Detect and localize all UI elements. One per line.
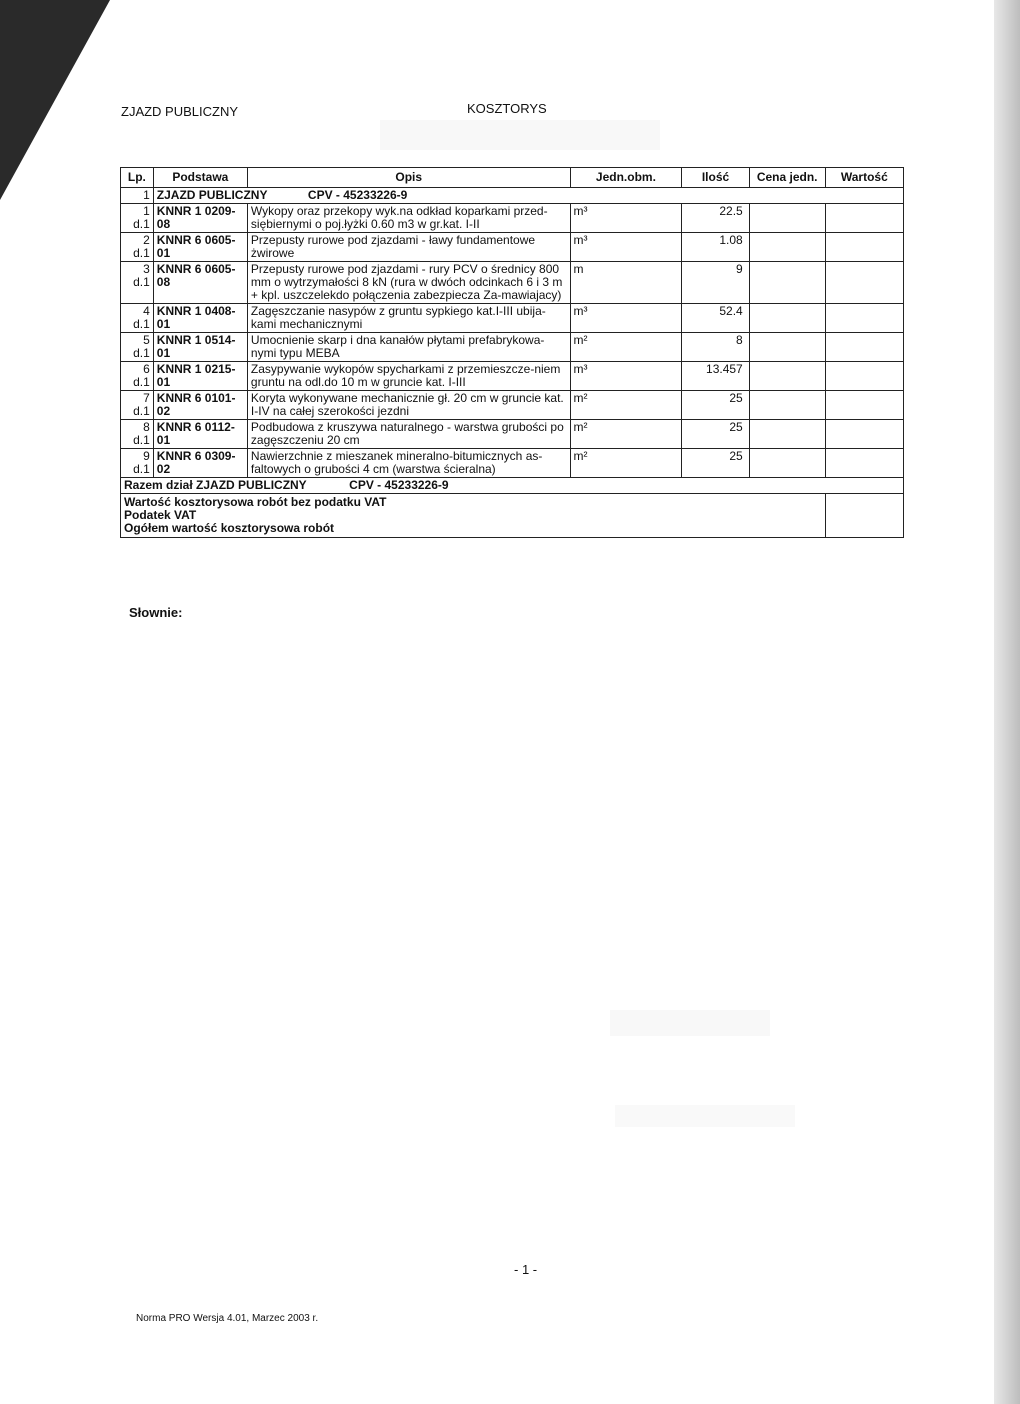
row-lp-number: 4 bbox=[143, 304, 150, 318]
row-podstawa-sub: 01 bbox=[156, 317, 171, 331]
row-lp bbox=[121, 262, 154, 304]
row-lp bbox=[121, 449, 154, 478]
row-lp bbox=[121, 420, 154, 449]
row-cena bbox=[749, 362, 825, 391]
row-podstawa bbox=[153, 233, 247, 262]
row-lp bbox=[121, 304, 154, 333]
row-cena bbox=[749, 391, 825, 420]
row-ilosc: 25 bbox=[682, 420, 749, 449]
row-lp-sub: d.1 bbox=[133, 462, 150, 476]
row-podstawa-code: KNNR 1 0408- bbox=[156, 304, 236, 318]
table-row bbox=[121, 362, 904, 391]
row-podstawa-sub: 01 bbox=[156, 246, 171, 260]
table-row bbox=[121, 304, 904, 333]
row-ilosc: 22.5 bbox=[682, 204, 749, 233]
show-through-ghost bbox=[380, 120, 660, 150]
row-podstawa-sub: 08 bbox=[156, 217, 171, 231]
row-jedn: m bbox=[570, 262, 682, 304]
row-cena bbox=[749, 333, 825, 362]
row-ilosc: 1.08 bbox=[682, 233, 749, 262]
row-lp bbox=[121, 333, 154, 362]
row-podstawa-code: KNNR 6 0112- bbox=[156, 420, 235, 434]
row-opis: Wykopy oraz przekopy wyk.na odkład koparkami przed-siębiernymi o poj.łyżki 0.60 m3 w gr.kat. I-II bbox=[247, 204, 570, 233]
row-jedn: m³ bbox=[570, 362, 682, 391]
row-opis: Nawierzchnie z mieszanek mineralno-bitumicznych as-faltowych o grubości 4 cm (warstwa ścieralna) bbox=[247, 449, 570, 478]
row-cena bbox=[749, 449, 825, 478]
row-lp-number: 5 bbox=[143, 333, 150, 347]
row-podstawa bbox=[153, 304, 247, 333]
col-lp: Lp. bbox=[121, 168, 154, 188]
row-lp-sub: d.1 bbox=[133, 275, 150, 289]
table-row bbox=[121, 333, 904, 362]
row-wartosc bbox=[825, 362, 903, 391]
table-row bbox=[121, 204, 904, 233]
row-lp bbox=[121, 204, 154, 233]
col-cena: Cena jedn. bbox=[749, 168, 825, 188]
row-wartosc bbox=[825, 333, 903, 362]
row-wartosc bbox=[825, 204, 903, 233]
row-wartosc bbox=[825, 233, 903, 262]
col-podstawa: Podstawa bbox=[153, 168, 247, 188]
row-lp-sub: d.1 bbox=[133, 317, 150, 331]
slownie-label: Słownie: bbox=[129, 605, 183, 620]
row-podstawa-code: KNNR 6 0605- bbox=[156, 262, 236, 276]
razem-row bbox=[121, 478, 904, 494]
row-lp bbox=[121, 233, 154, 262]
row-podstawa-code: KNNR 6 0309- bbox=[156, 449, 236, 463]
row-ilosc: 9 bbox=[682, 262, 749, 304]
row-jedn: m² bbox=[570, 333, 682, 362]
summary-labels bbox=[121, 494, 826, 538]
show-through-ghost bbox=[610, 1010, 770, 1036]
row-podstawa-sub: 01 bbox=[156, 433, 171, 447]
row-lp-number: 9 bbox=[143, 449, 150, 463]
row-lp-number: 2 bbox=[143, 233, 150, 247]
col-ilosc: Ilość bbox=[682, 168, 749, 188]
show-through-ghost bbox=[615, 1105, 795, 1127]
row-opis: Zagęszczanie nasypów z gruntu sypkiego kat.I-III ubija-kami mechanicznymi bbox=[247, 304, 570, 333]
row-podstawa bbox=[153, 420, 247, 449]
row-jedn: m² bbox=[570, 391, 682, 420]
footer-version: Norma PRO Wersja 4.01, Marzec 2003 r. bbox=[136, 1313, 319, 1324]
summary-vat: Podatek VAT bbox=[124, 508, 197, 522]
cost-estimate-table bbox=[120, 167, 904, 538]
section-row bbox=[121, 188, 904, 204]
summary-values bbox=[825, 494, 903, 538]
scan-dark-corner bbox=[0, 0, 110, 200]
row-lp-number: 7 bbox=[143, 391, 150, 405]
row-ilosc: 25 bbox=[682, 391, 749, 420]
row-wartosc bbox=[825, 262, 903, 304]
razem-cell bbox=[121, 478, 904, 494]
row-lp-number: 1 bbox=[143, 204, 150, 218]
row-lp-sub: d.1 bbox=[133, 404, 150, 418]
table-row bbox=[121, 233, 904, 262]
row-wartosc bbox=[825, 449, 903, 478]
row-ilosc: 25 bbox=[682, 449, 749, 478]
row-podstawa-code: KNNR 1 0215- bbox=[156, 362, 236, 376]
row-lp-sub: d.1 bbox=[133, 246, 150, 260]
table-header-row bbox=[121, 168, 904, 188]
header-title: KOSZTORYS bbox=[467, 101, 547, 116]
row-lp-number: 3 bbox=[143, 262, 150, 276]
row-ilosc: 8 bbox=[682, 333, 749, 362]
header-left: ZJAZD PUBLICZNY bbox=[121, 104, 239, 119]
row-opis: Przepusty rurowe pod zjazdami - rury PCV o średnicy 800 mm o wytrzymałości 8 kN (rura w dwóch odcinkach 6 i 3 m + kpl. uszczelekdo połączenia zabezpiecza Za-mawiajacy) bbox=[247, 262, 570, 304]
section-title-cell bbox=[153, 188, 903, 204]
row-podstawa-code: KNNR 1 0209- bbox=[156, 204, 236, 218]
row-podstawa-code: KNNR 6 0101- bbox=[156, 391, 236, 405]
col-jedn: Jedn.obm. bbox=[570, 168, 682, 188]
row-opis: Koryta wykonywane mechanicznie gł. 20 cm w gruncie kat. I-IV na całej szerokości jezdni bbox=[247, 391, 570, 420]
row-jedn: m² bbox=[570, 449, 682, 478]
summary-net: Wartość kosztorysowa robót bez podatku VAT bbox=[124, 495, 387, 509]
row-jedn: m³ bbox=[570, 204, 682, 233]
row-podstawa-sub: 02 bbox=[156, 462, 171, 476]
row-cena bbox=[749, 420, 825, 449]
row-podstawa bbox=[153, 333, 247, 362]
razem-cpv: CPV - 45233226-9 bbox=[349, 478, 449, 492]
razem-label: Razem dział ZJAZD PUBLICZNY bbox=[124, 478, 307, 492]
row-cena bbox=[749, 204, 825, 233]
row-wartosc bbox=[825, 391, 903, 420]
row-podstawa bbox=[153, 449, 247, 478]
section-lp: 1 bbox=[121, 188, 154, 204]
row-podstawa bbox=[153, 262, 247, 304]
row-podstawa-sub: 08 bbox=[156, 275, 171, 289]
row-opis: Przepusty rurowe pod zjazdami - ławy fundamentowe żwirowe bbox=[247, 233, 570, 262]
scan-right-edge bbox=[994, 0, 1020, 1404]
row-cena bbox=[749, 304, 825, 333]
row-lp-sub: d.1 bbox=[133, 217, 150, 231]
summary-total: Ogółem wartość kosztorysowa robót bbox=[124, 521, 335, 535]
table-row bbox=[121, 391, 904, 420]
row-podstawa-code: KNNR 1 0514- bbox=[156, 333, 236, 347]
row-lp-number: 6 bbox=[143, 362, 150, 376]
row-cena bbox=[749, 262, 825, 304]
row-wartosc bbox=[825, 420, 903, 449]
row-opis: Umocnienie skarp i dna kanałów płytami prefabrykowa-nymi typu MEBA bbox=[247, 333, 570, 362]
row-jedn: m³ bbox=[570, 233, 682, 262]
table-row bbox=[121, 420, 904, 449]
row-lp-sub: d.1 bbox=[133, 375, 150, 389]
row-jedn: m³ bbox=[570, 304, 682, 333]
row-opis: Zasypywanie wykopów spycharkami z przemieszcze-niem gruntu na odl.do 10 m w gruncie kat. I-III bbox=[247, 362, 570, 391]
row-jedn: m² bbox=[570, 420, 682, 449]
row-podstawa-sub: 01 bbox=[156, 346, 171, 360]
section-cpv: CPV - 45233226-9 bbox=[307, 188, 408, 202]
row-wartosc bbox=[825, 304, 903, 333]
row-podstawa bbox=[153, 204, 247, 233]
table-row bbox=[121, 262, 904, 304]
row-lp bbox=[121, 362, 154, 391]
row-ilosc: 13.457 bbox=[682, 362, 749, 391]
section-title: ZJAZD PUBLICZNY bbox=[156, 188, 268, 202]
row-podstawa bbox=[153, 362, 247, 391]
table-row bbox=[121, 449, 904, 478]
page-number: - 1 - bbox=[514, 1262, 538, 1277]
row-lp-sub: d.1 bbox=[133, 346, 150, 360]
row-cena bbox=[749, 233, 825, 262]
row-lp-number: 8 bbox=[143, 420, 150, 434]
row-lp bbox=[121, 391, 154, 420]
col-opis: Opis bbox=[247, 168, 570, 188]
row-opis: Podbudowa z kruszywa naturalnego - warstwa grubości po zagęszczeniu 20 cm bbox=[247, 420, 570, 449]
row-lp-sub: d.1 bbox=[133, 433, 150, 447]
row-podstawa-code: KNNR 6 0605- bbox=[156, 233, 236, 247]
row-podstawa bbox=[153, 391, 247, 420]
col-wartosc: Wartość bbox=[825, 168, 903, 188]
summary-row bbox=[121, 494, 904, 538]
row-podstawa-sub: 02 bbox=[156, 404, 171, 418]
row-podstawa-sub: 01 bbox=[156, 375, 171, 389]
row-ilosc: 52.4 bbox=[682, 304, 749, 333]
